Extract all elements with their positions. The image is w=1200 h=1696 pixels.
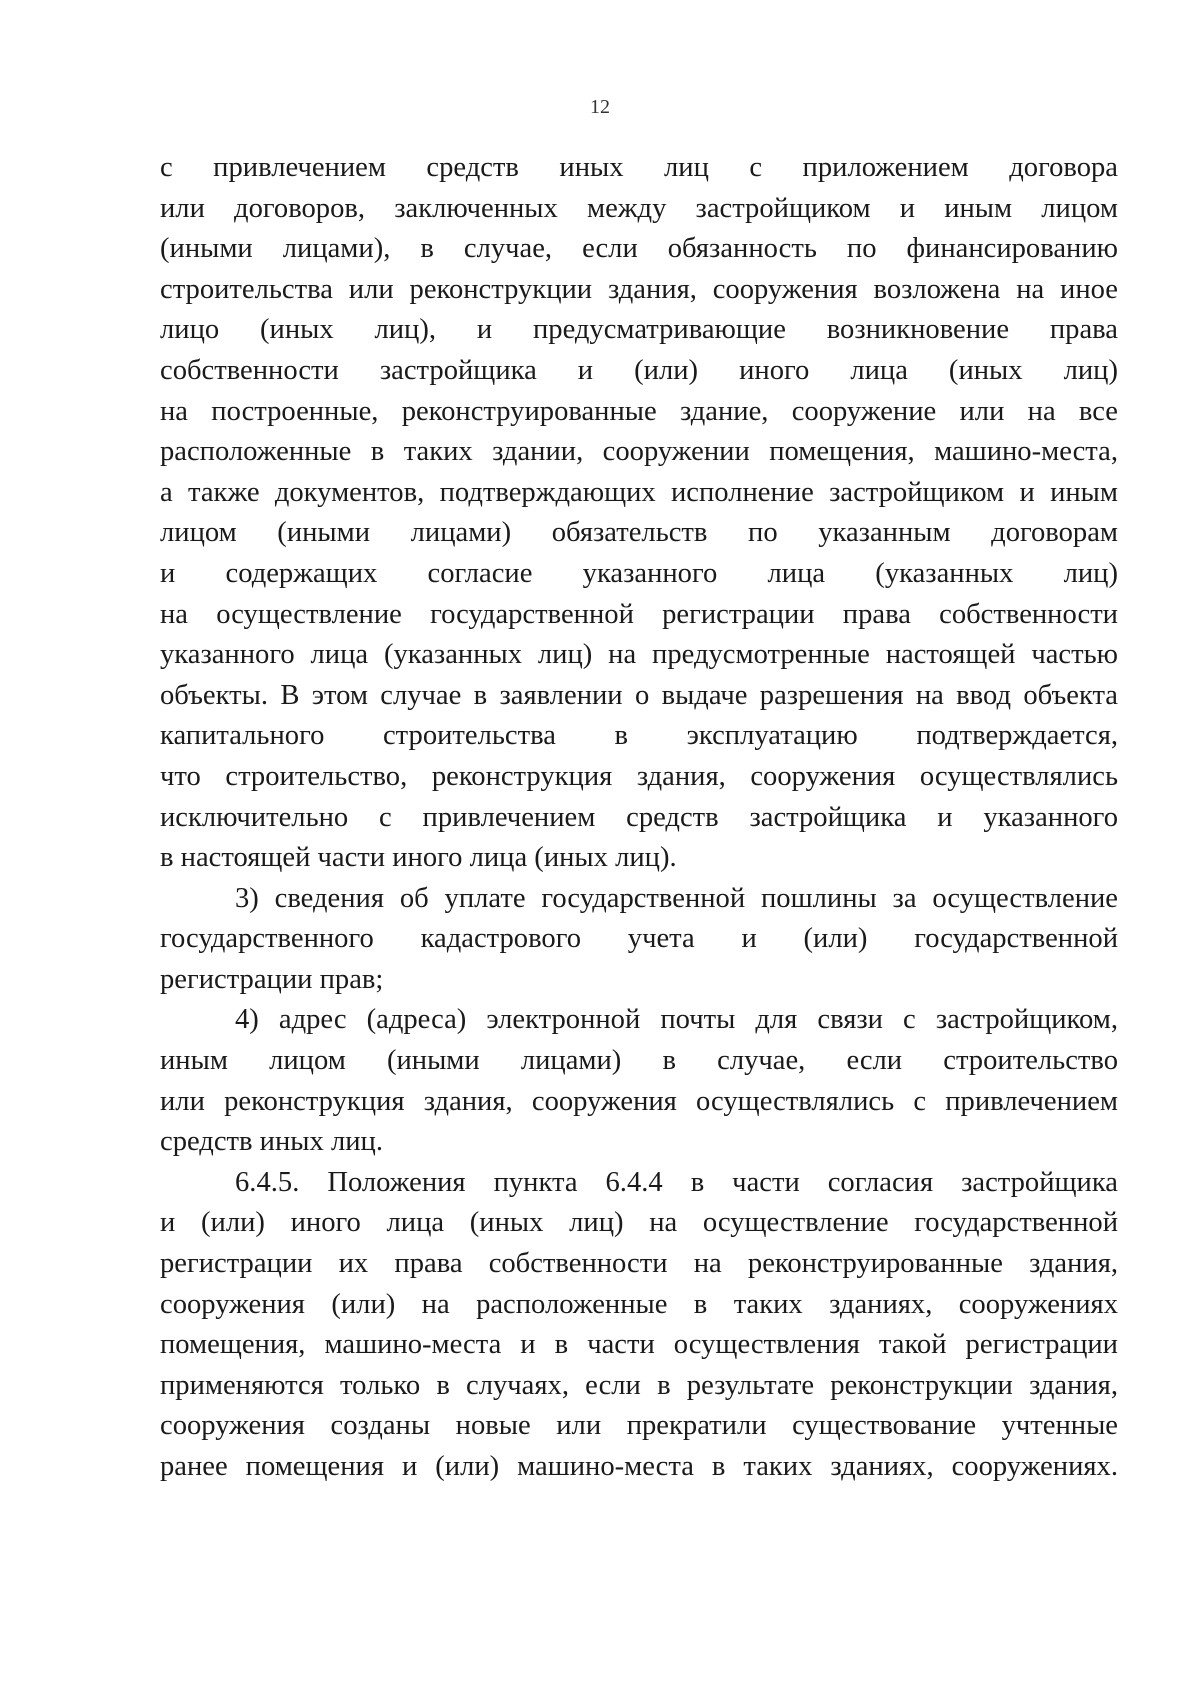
text-line: применяются только в случаях, если в результате реконструкции здания, [160,1369,1118,1401]
text-line: лицо (иных лиц), и предусматривающие возникновение права [160,314,1118,346]
text-line: строительства или реконструкции здания, сооружения возложена на иное [160,273,1118,305]
text-line: регистрации прав; [160,963,384,995]
text-line: с привлечением средств иных лиц с приложением договора [160,152,1118,183]
body-text [160,148,1118,1488]
text-line: государственного кадастрового учета и (или) государственной [160,923,1118,955]
text-line: (иными лицами), в случае, если обязанность по финансированию [160,233,1118,265]
text-line: исключительно с привлечением средств застройщика и указанного [160,801,1118,833]
text-line: средств иных лиц. [160,1126,383,1158]
text-line: или договоров, заключенных между застройщиком и иным лицом [160,192,1118,224]
text-line: на построенные, реконструированные здание, сооружение или на все [160,395,1118,427]
text-line: регистрации их права собственности на реконструированные здания, [160,1248,1118,1280]
text-line: 3) сведения об уплате государственной пошлины за осуществление [235,882,1118,914]
text-line: собственности застройщика и (или) иного лица (иных лиц) [160,354,1118,386]
text-line: помещения, машино-места и в части осуществления такой регистрации [160,1329,1118,1361]
text-line: что строительство, реконструкция здания, сооружения осуществлялись [160,760,1118,792]
text-line: расположенные в таких здании, сооружении помещения, машино-места, [160,436,1118,468]
text-line: сооружения созданы новые или прекратили существование учтенные [160,1410,1118,1442]
text-line: и (или) иного лица (иных лиц) на осуществление государственной [160,1207,1118,1239]
text-line: иным лицом (иными лицами) в случае, если строительство [160,1045,1118,1077]
text-line: в настоящей части иного лица (иных лиц). [160,842,677,874]
text-line: ранее помещения и (или) машино-места в таких зданиях, сооружениях. [160,1451,1118,1482]
page-number: 12 [590,96,610,118]
text-line: указанного лица (указанных лиц) на предусмотренные настоящей частью [160,639,1118,671]
text-line: 6.4.5. Положения пункта 6.4.4 в части согласия застройщика [235,1166,1118,1198]
text-line: а также документов, подтверждающих исполнение застройщиком и иным [160,476,1118,508]
text-line: лицом (иными лицами) обязательств по указанным договорам [160,517,1118,549]
text-line: сооружения (или) на расположенные в таких зданиях, сооружениях [160,1288,1118,1320]
text-line: и содержащих согласие указанного лица (указанных лиц) [160,557,1118,589]
text-line: объекты. В этом случае в заявлении о выдаче разрешения на ввод объекта [160,679,1118,711]
text-line: 4) адрес (адреса) электронной почты для связи с застройщиком, [235,1004,1118,1036]
text-line: на осуществление государственной регистрации права собственности [160,598,1118,630]
text-line: или реконструкция здания, сооружения осуществлялись с привлечением [160,1085,1118,1117]
text-line: капитального строительства в эксплуатацию подтверждается, [160,720,1118,752]
